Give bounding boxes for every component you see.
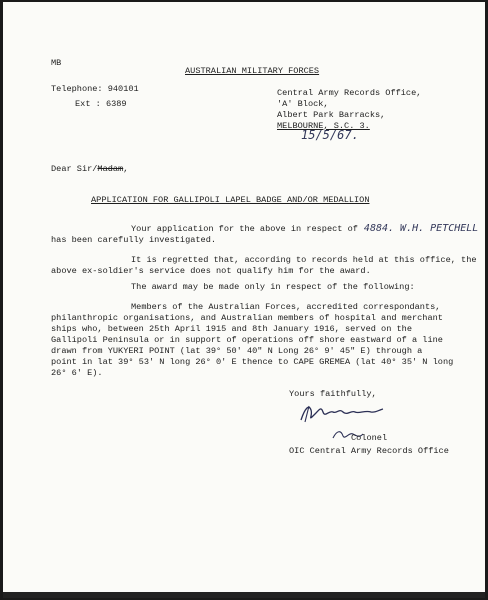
paragraph-text: It is regretted that, according to records held at this office, the bbox=[131, 255, 477, 265]
extension-line: Ext : 6389 bbox=[75, 99, 127, 109]
letterhead-title: AUSTRALIAN MILITARY FORCES bbox=[185, 66, 320, 76]
subject-heading: APPLICATION FOR GALLIPOLI LAPEL BADGE AND/OR MEDALLION bbox=[91, 195, 370, 205]
paragraph-2 bbox=[51, 255, 477, 277]
paragraph-text: point in lat 39° 53' N long 26° 0' E thence to CAPE GREMEA (lat 40° 35' N long bbox=[51, 357, 454, 367]
letter-page bbox=[3, 2, 485, 598]
salutation-text: Dear Sir/ bbox=[51, 164, 98, 174]
scan-edge bbox=[3, 592, 485, 598]
address-line: MELBOURNE, S.C. 3. bbox=[277, 121, 370, 131]
signatory-title: Colonel bbox=[351, 433, 388, 443]
address-line: Central Army Records Office, bbox=[277, 88, 422, 98]
file-reference: MB bbox=[51, 58, 62, 68]
paragraph-text: Gallipoli Peninsula or in support of operations off shore eastward of a line bbox=[51, 335, 443, 345]
paragraph-text: philanthropic organisations, and Australian members of hospital and merchant bbox=[51, 313, 443, 323]
paragraph-text: above ex-soldier's service does not qualify him for the award. bbox=[51, 266, 371, 276]
address-line: Albert Park Barracks, bbox=[277, 110, 386, 120]
paragraph-text: has been carefully investigated. bbox=[51, 235, 217, 245]
paragraph-text: The award may be made only in respect of the following: bbox=[131, 282, 415, 292]
address-line: 'A' Block, bbox=[277, 99, 329, 109]
handwritten-name: 4884. W.H. PETCHELL bbox=[363, 223, 479, 234]
telephone-line: Telephone: 940101 bbox=[51, 84, 139, 94]
paragraph-text: 26° 6' E). bbox=[51, 368, 103, 378]
paragraph-text: Members of the Australian Forces, accredited correspondants, bbox=[131, 302, 441, 312]
salutation-struck: Madam bbox=[97, 164, 124, 174]
handwritten-date: 15/5/67. bbox=[301, 128, 359, 142]
signature-image bbox=[295, 400, 387, 426]
closing: Yours faithfully, bbox=[289, 389, 377, 399]
paragraph-text: ships who, between 25th April 1915 and 8th January 1916, served on the bbox=[51, 324, 412, 334]
salutation-comma: , bbox=[123, 164, 129, 174]
paragraph-text: drawn from YUKYERI POINT (lat 39° 50' 40" N Long 26° 9' 45" E) through a bbox=[51, 346, 423, 356]
paragraph-1 bbox=[51, 223, 478, 246]
paragraph-text: Your application for the above in respect of bbox=[131, 224, 358, 234]
paragraph-3 bbox=[131, 282, 415, 293]
salutation bbox=[51, 164, 128, 175]
signatory-office: OIC Central Army Records Office bbox=[289, 446, 449, 456]
paragraph-4 bbox=[51, 302, 453, 379]
